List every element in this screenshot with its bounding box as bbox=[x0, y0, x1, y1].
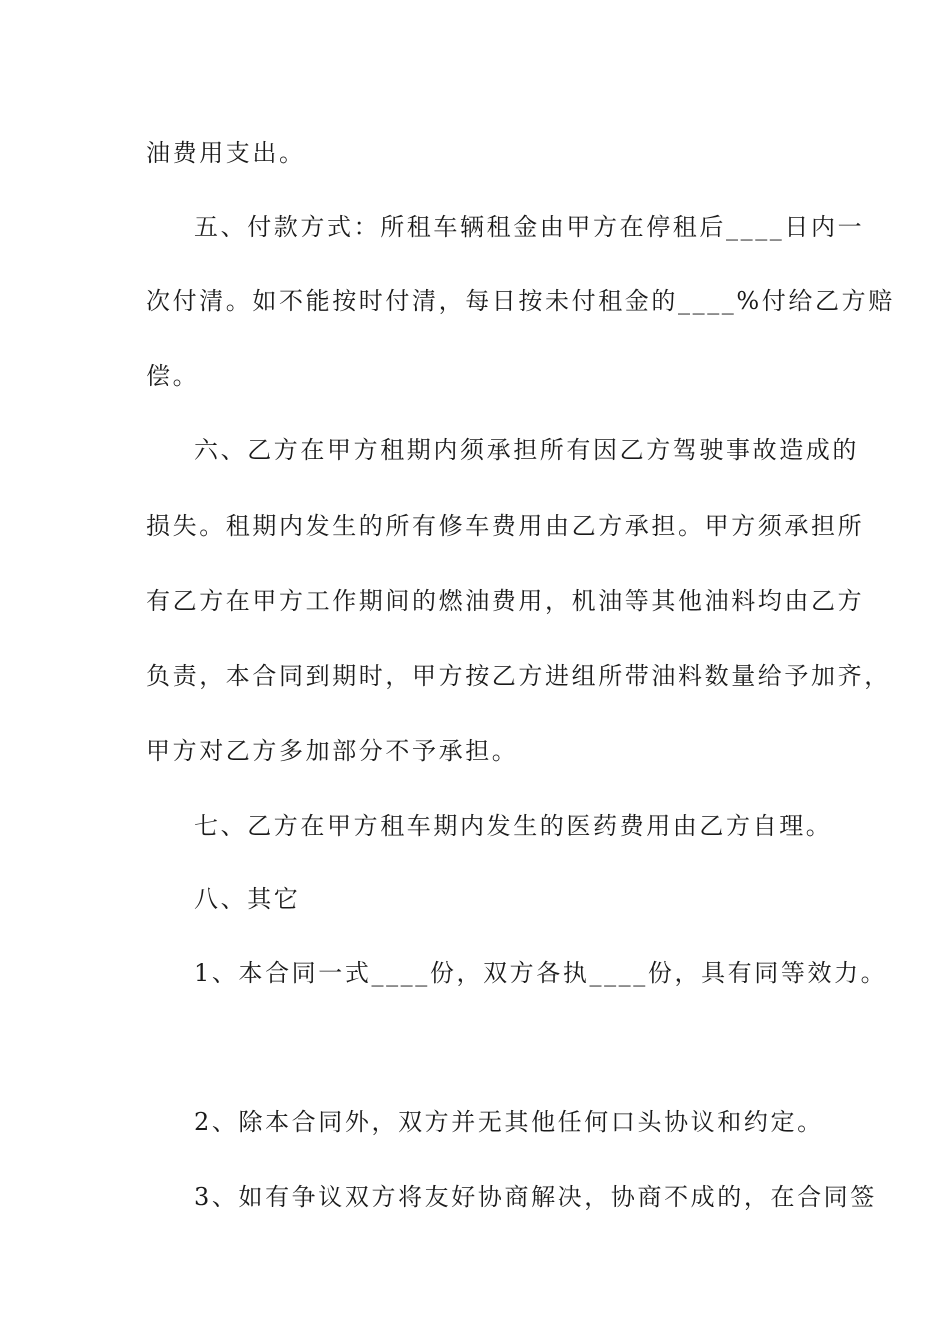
clause-7-line: 七、乙方在甲方租车期内发生的医药费用由乙方自理。 bbox=[194, 812, 833, 840]
clause-6-line-2: 损失。租期内发生的所有修车费用由乙方承担。甲方须承担所 bbox=[146, 512, 865, 540]
clause-8-item-1: 1、本合同一式____份，双方各执____份，具有同等效力。 bbox=[194, 959, 888, 987]
clause-8-item-2: 2、除本合同外，双方并无其他任何口头协议和约定。 bbox=[194, 1108, 824, 1136]
clause-8-heading: 八、其它 bbox=[194, 885, 301, 913]
clause-6-line-4: 负责，本合同到期时，甲方按乙方进组所带油料数量给予加齐， bbox=[146, 662, 891, 690]
clause-5-line-1: 五、付款方式：所租车辆租金由甲方在停租后____日内一 bbox=[194, 213, 865, 241]
clause-5-line-3: 偿。 bbox=[146, 362, 200, 390]
clause-6-line-5: 甲方对乙方多加部分不予承担。 bbox=[146, 737, 519, 765]
clause-6-line-1: 六、乙方在甲方租期内须承担所有因乙方驾驶事故造成的 bbox=[194, 436, 859, 464]
clause-6-line-3: 有乙方在甲方工作期间的燃油费用，机油等其他油料均由乙方 bbox=[146, 587, 865, 615]
text-line: 油费用支出。 bbox=[146, 139, 306, 167]
clause-5-line-2: 次付清。如不能按时付清，每日按未付租金的____%付给乙方赔 bbox=[146, 287, 895, 315]
clause-8-item-3: 3、如有争议双方将友好协商解决，协商不成的，在合同签 bbox=[194, 1183, 877, 1211]
